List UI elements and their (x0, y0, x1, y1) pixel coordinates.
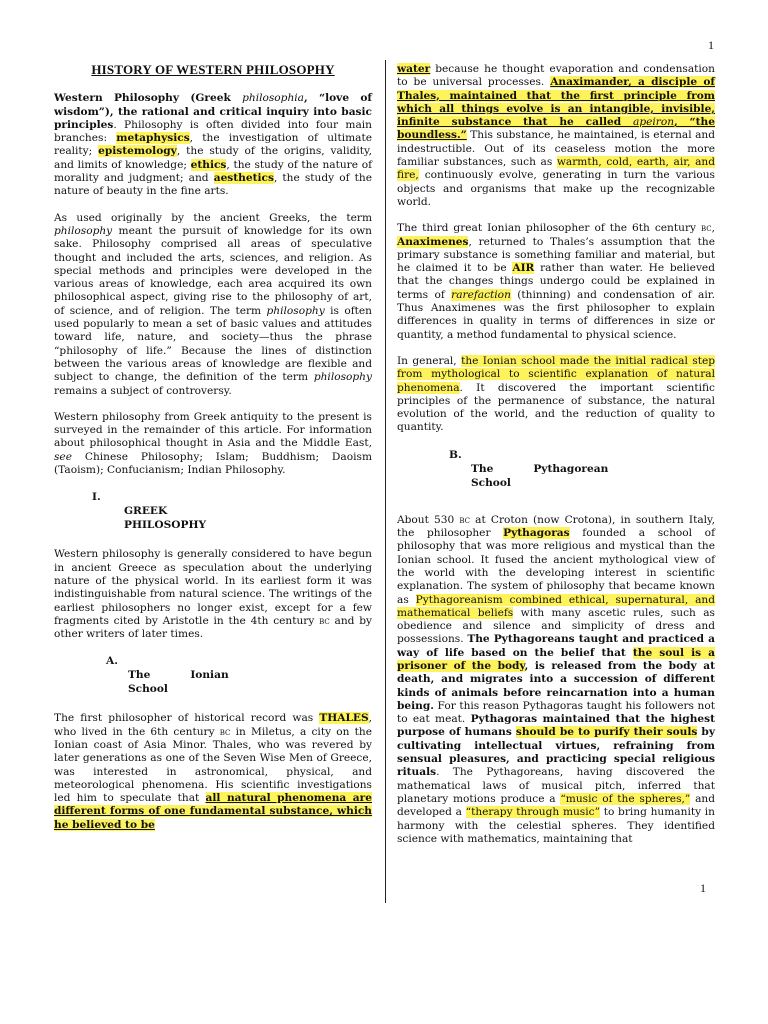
paragraph-text: , (711, 222, 715, 235)
page-number-bottom: 1 (700, 881, 706, 895)
highlight-metaphysics: metaphysics (116, 132, 190, 145)
highlight-epistemology: epistemology (98, 145, 177, 158)
paragraph-text: meant the pursuit of knowledge for its own sake. Philosophy comprised all areas of speculative thought and included the arts, sciences, and religion. As special methods and principles were developed in the various areas of knowledge, each area acquired its own philosophical aspect, giving rise to the philosophy of art, of science, and of religion. The term (54, 224, 372, 317)
section-title: GREEK PHILOSOPHY (124, 505, 207, 532)
highlight-pythagoras: Pythagoras (503, 527, 570, 540)
section-heading-pythagorean-school (449, 448, 715, 490)
paragraph-text: About 530 (397, 513, 460, 526)
intro-text: , the study of the origins, validity, and limits of knowledge; (54, 145, 372, 171)
era-bc: bc (319, 614, 330, 627)
paragraph-text: and by other writers of later times. (54, 614, 372, 641)
section-title (128, 668, 372, 696)
era-bc: bc (459, 513, 471, 526)
intro-text: , the investigation of ultimate reality; (54, 132, 372, 158)
term-philosophy: philosophy (266, 304, 325, 317)
bold-text: Pythagoras maintained that the highest purpose of humans (397, 713, 715, 739)
left-column (54, 63, 372, 845)
bold-text: by cultivating intellectual virtues, refraining from sensual pleasures, and practicing special religious rituals (397, 726, 715, 779)
page-number-top: 1 (708, 38, 714, 52)
paragraph-text: remains a subject of controversy. (54, 384, 232, 397)
section-title-word: Pythagorean (533, 462, 609, 475)
highlight-fundamental-substance: all natural phenomena are different forms of one fundamental substance, which he believed to be (54, 792, 372, 831)
paragraph-text: In general, (397, 354, 462, 367)
paragraph-text: For this reason Pythagoras taught his followers not to eat meat. (397, 699, 715, 726)
highlight-purify-souls: should be to purify their souls (515, 726, 698, 739)
intro-text: , the study of the nature of beauty in the fine arts. (54, 172, 372, 198)
paragraph-text: . It discovered the important scientific principles of the permanence of substance, the natural evolution of the world, and the reduction of quality to quantity. (397, 381, 715, 434)
see-reference: see (54, 450, 72, 463)
section-title (471, 462, 715, 490)
paragraph-survey (54, 411, 372, 477)
highlight-pythagoreanism: Pythagoreanism combined ethical, supernatural, and mathematical beliefs (397, 593, 715, 619)
paragraph-text: The third great Ionian philosopher of the 6th century (397, 222, 701, 235)
highlight-rarefaction: rarefaction (451, 288, 511, 301)
paragraph-text: in Miletus, a city on the Ionian coast of Asia Minor. Thales, who was revered by later generations as one of the Seven Wise Men of Greece, was interested in astronomical, physical, and meteorological phenomena. His scientific investigations led him to speculate that (54, 725, 372, 805)
term-apeiron: apeiron (633, 116, 675, 129)
paragraph-pythagoras (397, 514, 715, 846)
intro-text: . Philosophy is often divided into four main branches: (54, 118, 372, 145)
paragraph-text: (thinning) and condensation of air. Thus Anaximenes was the first philosopher to explain differences in quality in terms of differences in size or quantity, a method fundamental to physical science. (397, 288, 715, 341)
column-divider (385, 60, 386, 903)
section-number: B. (449, 448, 462, 461)
paragraph-text: and developed a (397, 792, 715, 819)
era-bc: bc (700, 222, 712, 235)
document-title: HISTORY OF WESTERN PHILOSOPHY (91, 62, 335, 77)
highlight-thales: THALES (319, 712, 369, 725)
paragraph-text: As used originally by the ancient Greeks, the term (54, 211, 372, 224)
section-title-word: Ionian (190, 669, 229, 682)
era-bc: bc (219, 725, 231, 738)
intro-text: , the study of the nature of morality and judgment; and (54, 158, 372, 185)
paragraph-greek-term (54, 212, 372, 398)
paragraph-text: continuously evolve, generating in turn the various objects and organisms that make up the recognizable world. (397, 169, 715, 208)
intro-text: Western Philosophy (Greek (54, 92, 243, 105)
term-philosophia: philosophia (242, 92, 304, 105)
paragraph-text: to bring humanity in harmony with the celestial spheres. They identified science with mathematics, maintaining that (397, 806, 715, 845)
highlight-anaximander: Anaximander, a disciple of Thales, maintained that the first principle from which all things evolve is an intangible, invisible, infinite substance that he called (397, 76, 715, 129)
section-title-word: The (471, 462, 494, 475)
highlight-therapy-through-music: “therapy through music” (465, 806, 600, 819)
section-number: I. (92, 491, 101, 504)
paragraph-text: founded a school of philosophy that was more religious and mystical than the Ionian school. It fused the ancient mythological view of the world with the developing interest in scientific explanation. The system of philosophy that became known as (397, 527, 715, 606)
paragraph-greek-origins (54, 548, 372, 641)
highlight-water: water (397, 63, 431, 75)
paragraph-text: because he thought evaporation and condensation to be universal processes. (397, 63, 715, 89)
section-number: A. (106, 655, 118, 668)
paragraph-anaximenes (397, 222, 715, 342)
paragraph-text: at Croton (now Crotona), in southern Italy, the philosopher (397, 513, 715, 540)
highlight-boundless: , “the boundless.” (397, 116, 715, 142)
intro-definition: , “love of wisdom”), the rational and critical inquiry into basic principles (54, 92, 372, 131)
highlight-radical-step: the Ionian school made the initial radical step from mythological to scientific explanation of natural phenomena (397, 354, 715, 394)
term-philosophy: philosophy (54, 224, 113, 237)
paragraph-anaximander (397, 63, 715, 209)
paragraph-text: , who lived in the 6th century (54, 712, 372, 738)
paragraph-text: The first philosopher of historical record was (54, 712, 320, 725)
paragraph-thales (54, 712, 372, 832)
paragraph-text: Chinese Philosophy; Islam; Buddhism; Daoism (Taoism); Confucianism; Indian Philosophy. (54, 450, 372, 477)
highlight-music-of-spheres: “music of the spheres,” (560, 792, 691, 805)
section-title-word: School (128, 683, 168, 696)
paragraph-text: . The Pythagoreans, having discovered the mathematical laws of musical pitch, inferred that planetary motions produce a (397, 766, 715, 805)
section-heading-greek-philosophy (92, 490, 372, 532)
highlight-aesthetics: aesthetics (213, 172, 274, 185)
highlight-air: AIR (512, 262, 535, 275)
highlight-ethics: ethics (190, 158, 227, 171)
paragraph-text: Western philosophy is generally considered to have begun in ancient Greece as speculation about the underlying nature of the physical world. In its earliest form it was indistinguishable from natural science. The writings of the earliest philosophers no longer exist, except for a few fragments cited by Aristotle in the 4th century (54, 548, 372, 627)
paragraph-text: rather than water. He believed that the changes things undergo could be explained in terms of (397, 262, 715, 301)
bold-text: , is released from the body at death, and migrates into a succession of different kinds of animals before reincarnation into a human being. (397, 659, 715, 712)
right-column (397, 63, 715, 859)
section-title-word: School (471, 476, 511, 489)
paragraph-text: with many ascetic rules, such as obedience and silence and simplicity of dress and possessions. (397, 606, 715, 646)
intro-paragraph (54, 92, 372, 198)
paragraph-text: is often used popularly to mean a set of basic values and attitudes toward life, nature, and society—thus the phrase “philosophy of life.” Because the lines of distinction between the various areas of knowledge are flexible and subject to change, the definition of the term (54, 304, 372, 384)
paragraph-text: , returned to Thales’s assumption that the primary substance is something familiar and material, but he claimed it to be (397, 235, 715, 275)
highlight-anaximenes: Anaximenes (397, 235, 469, 248)
term-philosophy: philosophy (313, 371, 372, 384)
paragraph-text: Western philosophy from Greek antiquity to the present is surveyed in the remainder of this article. For information about philosophical thought in Asia and the Middle East, (54, 410, 372, 450)
section-heading-ionian-school (106, 654, 372, 696)
paragraph-text: This substance, he maintained, is eternal and indestructible. Out of its ceaseless motion the more familiar substances, such as (397, 129, 715, 169)
paragraph-ionian-summary (397, 355, 715, 435)
highlight-elements: warmth, cold, earth, air, and fire, (397, 156, 715, 182)
bold-text: The Pythagoreans taught and practiced a way of life based on the belief that (397, 633, 716, 659)
section-title-word: The (128, 669, 151, 682)
highlight-soul-prisoner: the soul is a prisoner of the body (397, 646, 715, 672)
